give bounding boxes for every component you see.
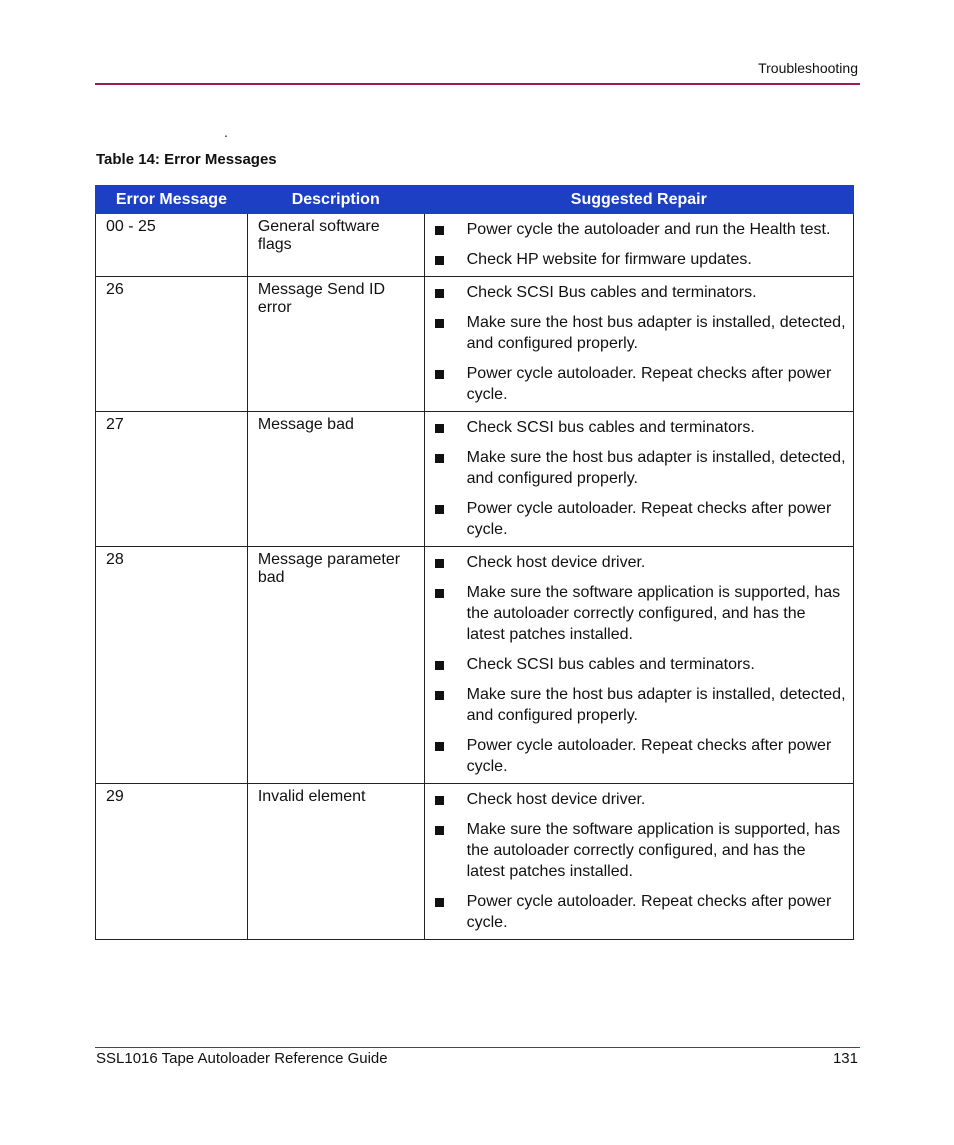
repair-text: Check HP website for firmware updates. — [466, 251, 752, 268]
description-cell: Message Send ID error — [247, 277, 424, 412]
square-bullet-icon — [435, 559, 444, 568]
running-header: Troubleshooting — [758, 60, 858, 76]
repair-list-item — [435, 891, 847, 933]
table-row — [96, 412, 854, 547]
repair-text: Power cycle autoloader. Repeat checks after power cycle. — [466, 737, 832, 775]
repair-text: Power cycle the autoloader and run the Health test. — [466, 221, 831, 238]
square-bullet-icon — [435, 796, 444, 805]
description-cell: Message bad — [247, 412, 424, 547]
repair-text: Make sure the host bus adapter is installed, detected, and configured properly. — [466, 686, 846, 724]
repair-list-item — [435, 219, 847, 240]
repair-list-item — [435, 249, 847, 270]
column-header-description: Description — [247, 186, 424, 214]
square-bullet-icon — [435, 589, 444, 598]
square-bullet-icon — [435, 742, 444, 751]
table-row — [96, 277, 854, 412]
description-cell: General software flags — [247, 214, 424, 277]
square-bullet-icon — [435, 454, 444, 463]
repair-list-item — [435, 498, 847, 540]
repair-text: Make sure the host bus adapter is installed, detected, and configured properly. — [466, 449, 846, 487]
footer-title: SSL1016 Tape Autoloader Reference Guide — [96, 1050, 388, 1067]
square-bullet-icon — [435, 319, 444, 328]
table-row — [96, 547, 854, 784]
repair-list-item — [435, 312, 847, 354]
repair-text: Check SCSI bus cables and terminators. — [466, 656, 755, 673]
column-header-suggested-repair: Suggested Repair — [424, 186, 853, 214]
error-code-cell: 29 — [96, 784, 248, 940]
repair-text: Power cycle autoloader. Repeat checks after power cycle. — [466, 893, 832, 931]
square-bullet-icon — [435, 826, 444, 835]
table-row — [96, 214, 854, 277]
footer-rule — [95, 1047, 860, 1048]
table-row — [96, 784, 854, 940]
square-bullet-icon — [435, 505, 444, 514]
repair-text: Check SCSI bus cables and terminators. — [466, 419, 755, 436]
square-bullet-icon — [435, 226, 444, 235]
table-caption: Table 14: Error Messages — [96, 151, 277, 168]
square-bullet-icon — [435, 370, 444, 379]
error-code-cell: 26 — [96, 277, 248, 412]
repair-text: Check host device driver. — [466, 554, 646, 571]
square-bullet-icon — [435, 424, 444, 433]
repair-list — [435, 219, 847, 270]
description-cell: Invalid element — [247, 784, 424, 940]
suggested-repair-cell — [424, 784, 853, 940]
repair-list-item — [435, 282, 847, 303]
column-header-error-message: Error Message — [96, 186, 248, 214]
repair-list-item — [435, 552, 847, 573]
suggested-repair-cell — [424, 214, 853, 277]
repair-list-item — [435, 684, 847, 726]
repair-list-item — [435, 417, 847, 438]
suggested-repair-cell — [424, 412, 853, 547]
error-messages-table — [95, 185, 854, 940]
repair-text: Make sure the host bus adapter is installed, detected, and configured properly. — [466, 314, 846, 352]
repair-list — [435, 552, 847, 777]
repair-text: Check host device driver. — [466, 791, 646, 808]
square-bullet-icon — [435, 661, 444, 670]
repair-list-item — [435, 735, 847, 777]
error-code-cell: 00 - 25 — [96, 214, 248, 277]
square-bullet-icon — [435, 898, 444, 907]
repair-list-item — [435, 789, 847, 810]
repair-list-item — [435, 654, 847, 675]
table-body — [96, 214, 854, 940]
error-code-cell: 27 — [96, 412, 248, 547]
repair-list-item — [435, 363, 847, 405]
repair-list-item — [435, 582, 847, 645]
description-cell: Message parameter bad — [247, 547, 424, 784]
repair-list-item — [435, 447, 847, 489]
header-rule — [95, 83, 860, 85]
square-bullet-icon — [435, 691, 444, 700]
square-bullet-icon — [435, 289, 444, 298]
table-header-row — [96, 186, 854, 214]
repair-text: Make sure the software application is supported, has the autoloader correctly configured, and has the latest patches installed. — [466, 821, 841, 880]
suggested-repair-cell — [424, 547, 853, 784]
square-bullet-icon — [435, 256, 444, 265]
page-number: 131 — [832, 1050, 858, 1067]
repair-list — [435, 789, 847, 933]
repair-list — [435, 417, 847, 540]
repair-text: Check SCSI Bus cables and terminators. — [466, 284, 757, 301]
error-code-cell: 28 — [96, 547, 248, 784]
repair-list-item — [435, 819, 847, 882]
repair-list — [435, 282, 847, 405]
repair-text: Make sure the software application is supported, has the autoloader correctly configured, and has the latest patches installed. — [466, 584, 841, 643]
repair-text: Power cycle autoloader. Repeat checks after power cycle. — [466, 500, 832, 538]
stray-mark: . — [224, 124, 228, 140]
suggested-repair-cell — [424, 277, 853, 412]
repair-text: Power cycle autoloader. Repeat checks after power cycle. — [466, 365, 832, 403]
